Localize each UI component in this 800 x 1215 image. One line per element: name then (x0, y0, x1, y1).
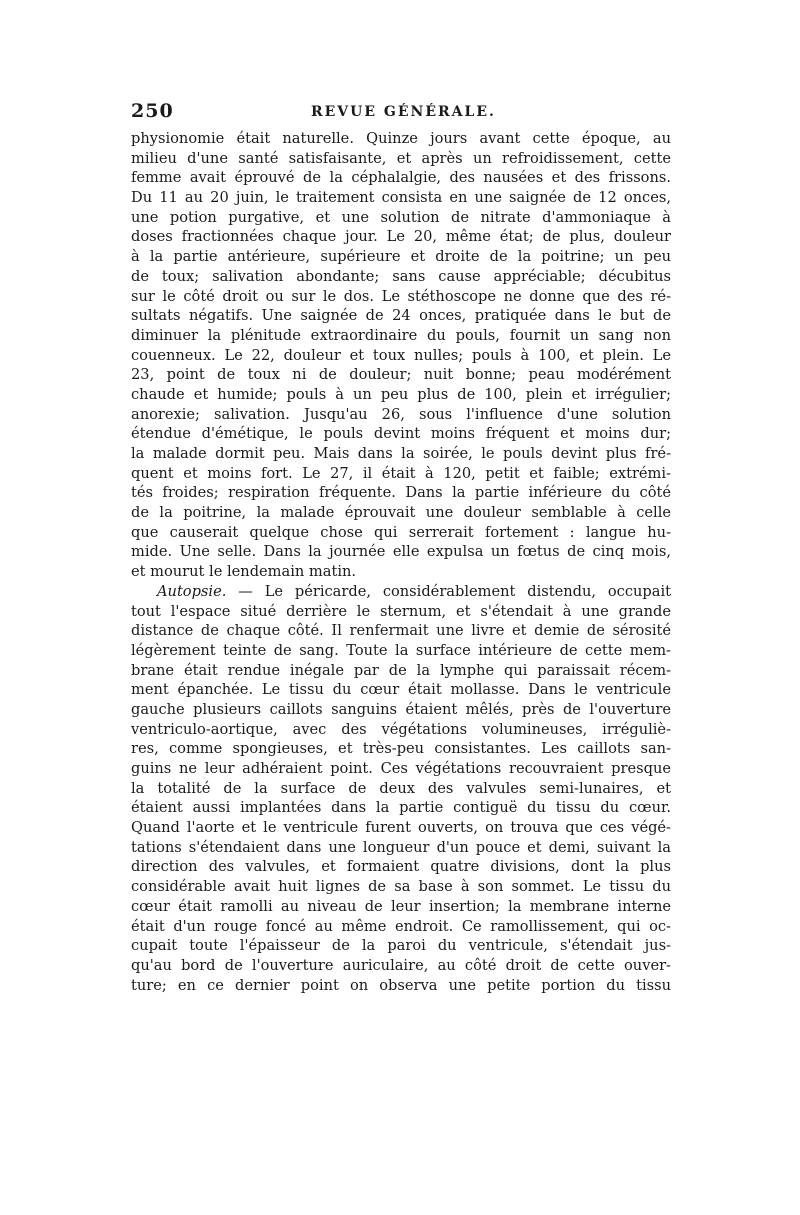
text-line: une potion purgative, et une solution de nitrate d'ammoniaque à (131, 208, 671, 226)
text-line: tations s'étendaient dans une longueur d'un pouce et demi, suivant la (131, 838, 671, 856)
text-line: distance de chaque côté. Il renfermait une livre et demie de sérosité (131, 622, 671, 640)
text-line (131, 582, 671, 602)
text-line: de la poitrine, la malade éprouvait une douleur semblable à celle (131, 504, 671, 522)
paragraph-autopsy (131, 582, 671, 995)
page-header (131, 100, 671, 128)
text-line: ventriculo-aortique, avec des végétations volumineuses, irréguliè- (131, 720, 671, 738)
text-line: Du 11 au 20 juin, le traitement consista en une saignée de 12 onces, (131, 189, 671, 207)
body-text (131, 129, 671, 995)
text-line: tout l'espace situé derrière le sternum, et s'étendait à une grande (131, 602, 671, 620)
text-line: physionomie était naturelle. Quinze jours avant cette époque, au (131, 130, 671, 147)
text-line: était d'un rouge foncé au même endroit. Ce ramollissement, qui oc- (131, 917, 671, 935)
text-line: doses fractionnées chaque jour. Le 20, même état; de plus, douleur (131, 228, 671, 246)
text-line: direction des valvules, et formaient quatre divisions, dont la plus (131, 858, 671, 876)
text-line: gauche plusieurs caillots sanguins étaient mêlés, près de l'ouverture (131, 700, 671, 718)
text-line: tés froides; respiration fréquente. Dans la partie inférieure du côté (131, 484, 671, 502)
autopsy-heading: Autopsie. (157, 582, 227, 600)
text-line: la totalité de la surface de deux des valvules semi-lunaires, et (131, 779, 671, 797)
text-line: cupait toute l'épaisseur de la paroi du ventricule, s'étendait jus- (131, 937, 671, 955)
paragraph-case-history (131, 129, 671, 582)
running-head: REVUE GÉNÉRALE. (311, 104, 496, 120)
text-line: à la partie antérieure, supérieure et droite de la poitrine; un peu (131, 248, 671, 266)
text-line: 23, point de toux ni de douleur; nuit bonne; peau modérément (131, 366, 671, 384)
text-line: la malade dormit peu. Mais dans la soirée, le pouls devint plus fré- (131, 445, 671, 462)
text-line: ture; en ce dernier point on observa une petite portion du tissu (131, 976, 671, 994)
text-run: — Le péricarde, considérablement distendu, occupait (226, 582, 671, 600)
text-line: de toux; salivation abondante; sans cause appréciable; décubitus (131, 267, 671, 285)
text-line: guins ne leur adhéraient point. Ces végétations recouvraient presque (131, 760, 671, 777)
text-line: étaient aussi implantées dans la partie contiguë du tissu du cœur. (131, 799, 671, 817)
text-line: diminuer la plénitude extraordinaire du pouls, fournit un sang non (131, 326, 671, 344)
text-line: cœur était ramolli au niveau de leur insertion; la membrane interne (131, 897, 671, 915)
text-line: milieu d'une santé satisfaisante, et après un refroidissement, cette (131, 149, 671, 167)
text-line: étendue d'émétique, le pouls devint moins fréquent et moins dur; (131, 425, 671, 443)
text-line: Quand l'aorte et le ventricule furent ouverts, on trouva que ces végé- (131, 819, 671, 837)
text-line: sultats négatifs. Une saignée de 24 onces, pratiquée dans le but de (131, 307, 671, 325)
text-line: et mourut le lendemain matin. (131, 563, 357, 581)
text-line: quent et moins fort. Le 27, il était à 120, petit et faible; extrémi- (131, 464, 671, 482)
text-line: que causerait quelque chose qui serrerait fortement : langue hu- (131, 523, 671, 541)
text-line: considérable avait huit lignes de sa base à son sommet. Le tissu du (131, 878, 671, 896)
text-line: couenneux. Le 22, douleur et toux nulles; pouls à 100, et plein. Le (131, 346, 671, 364)
text-line: chaude et humide; pouls à un peu plus de 100, plein et irrégulier; (131, 385, 671, 403)
page-number: 250 (131, 100, 174, 122)
text-line: res, comme spongieuses, et très-peu consistantes. Les caillots san- (131, 740, 671, 758)
text-line: sur le côté droit ou sur le dos. Le stéthoscope ne donne que des ré- (131, 287, 671, 305)
text-line: brane était rendue inégale par de la lymphe qui paraissait récem- (131, 661, 671, 679)
text-line: qu'au bord de l'ouverture auriculaire, au côté droit de cette ouver- (131, 956, 671, 974)
text-line: mide. Une selle. Dans la journée elle expulsa un fœtus de cinq mois, (131, 543, 671, 561)
text-line: légèrement teinte de sang. Toute la surface intérieure de cette mem- (131, 641, 671, 659)
text-line: ment épanchée. Le tissu du cœur était mollasse. Dans le ventricule (131, 681, 671, 699)
text-line: anorexie; salivation. Jusqu'au 26, sous l'influence d'une solution (131, 405, 671, 423)
text-line: femme avait éprouvé de la céphalalgie, des nausées et des frissons. (131, 169, 671, 187)
